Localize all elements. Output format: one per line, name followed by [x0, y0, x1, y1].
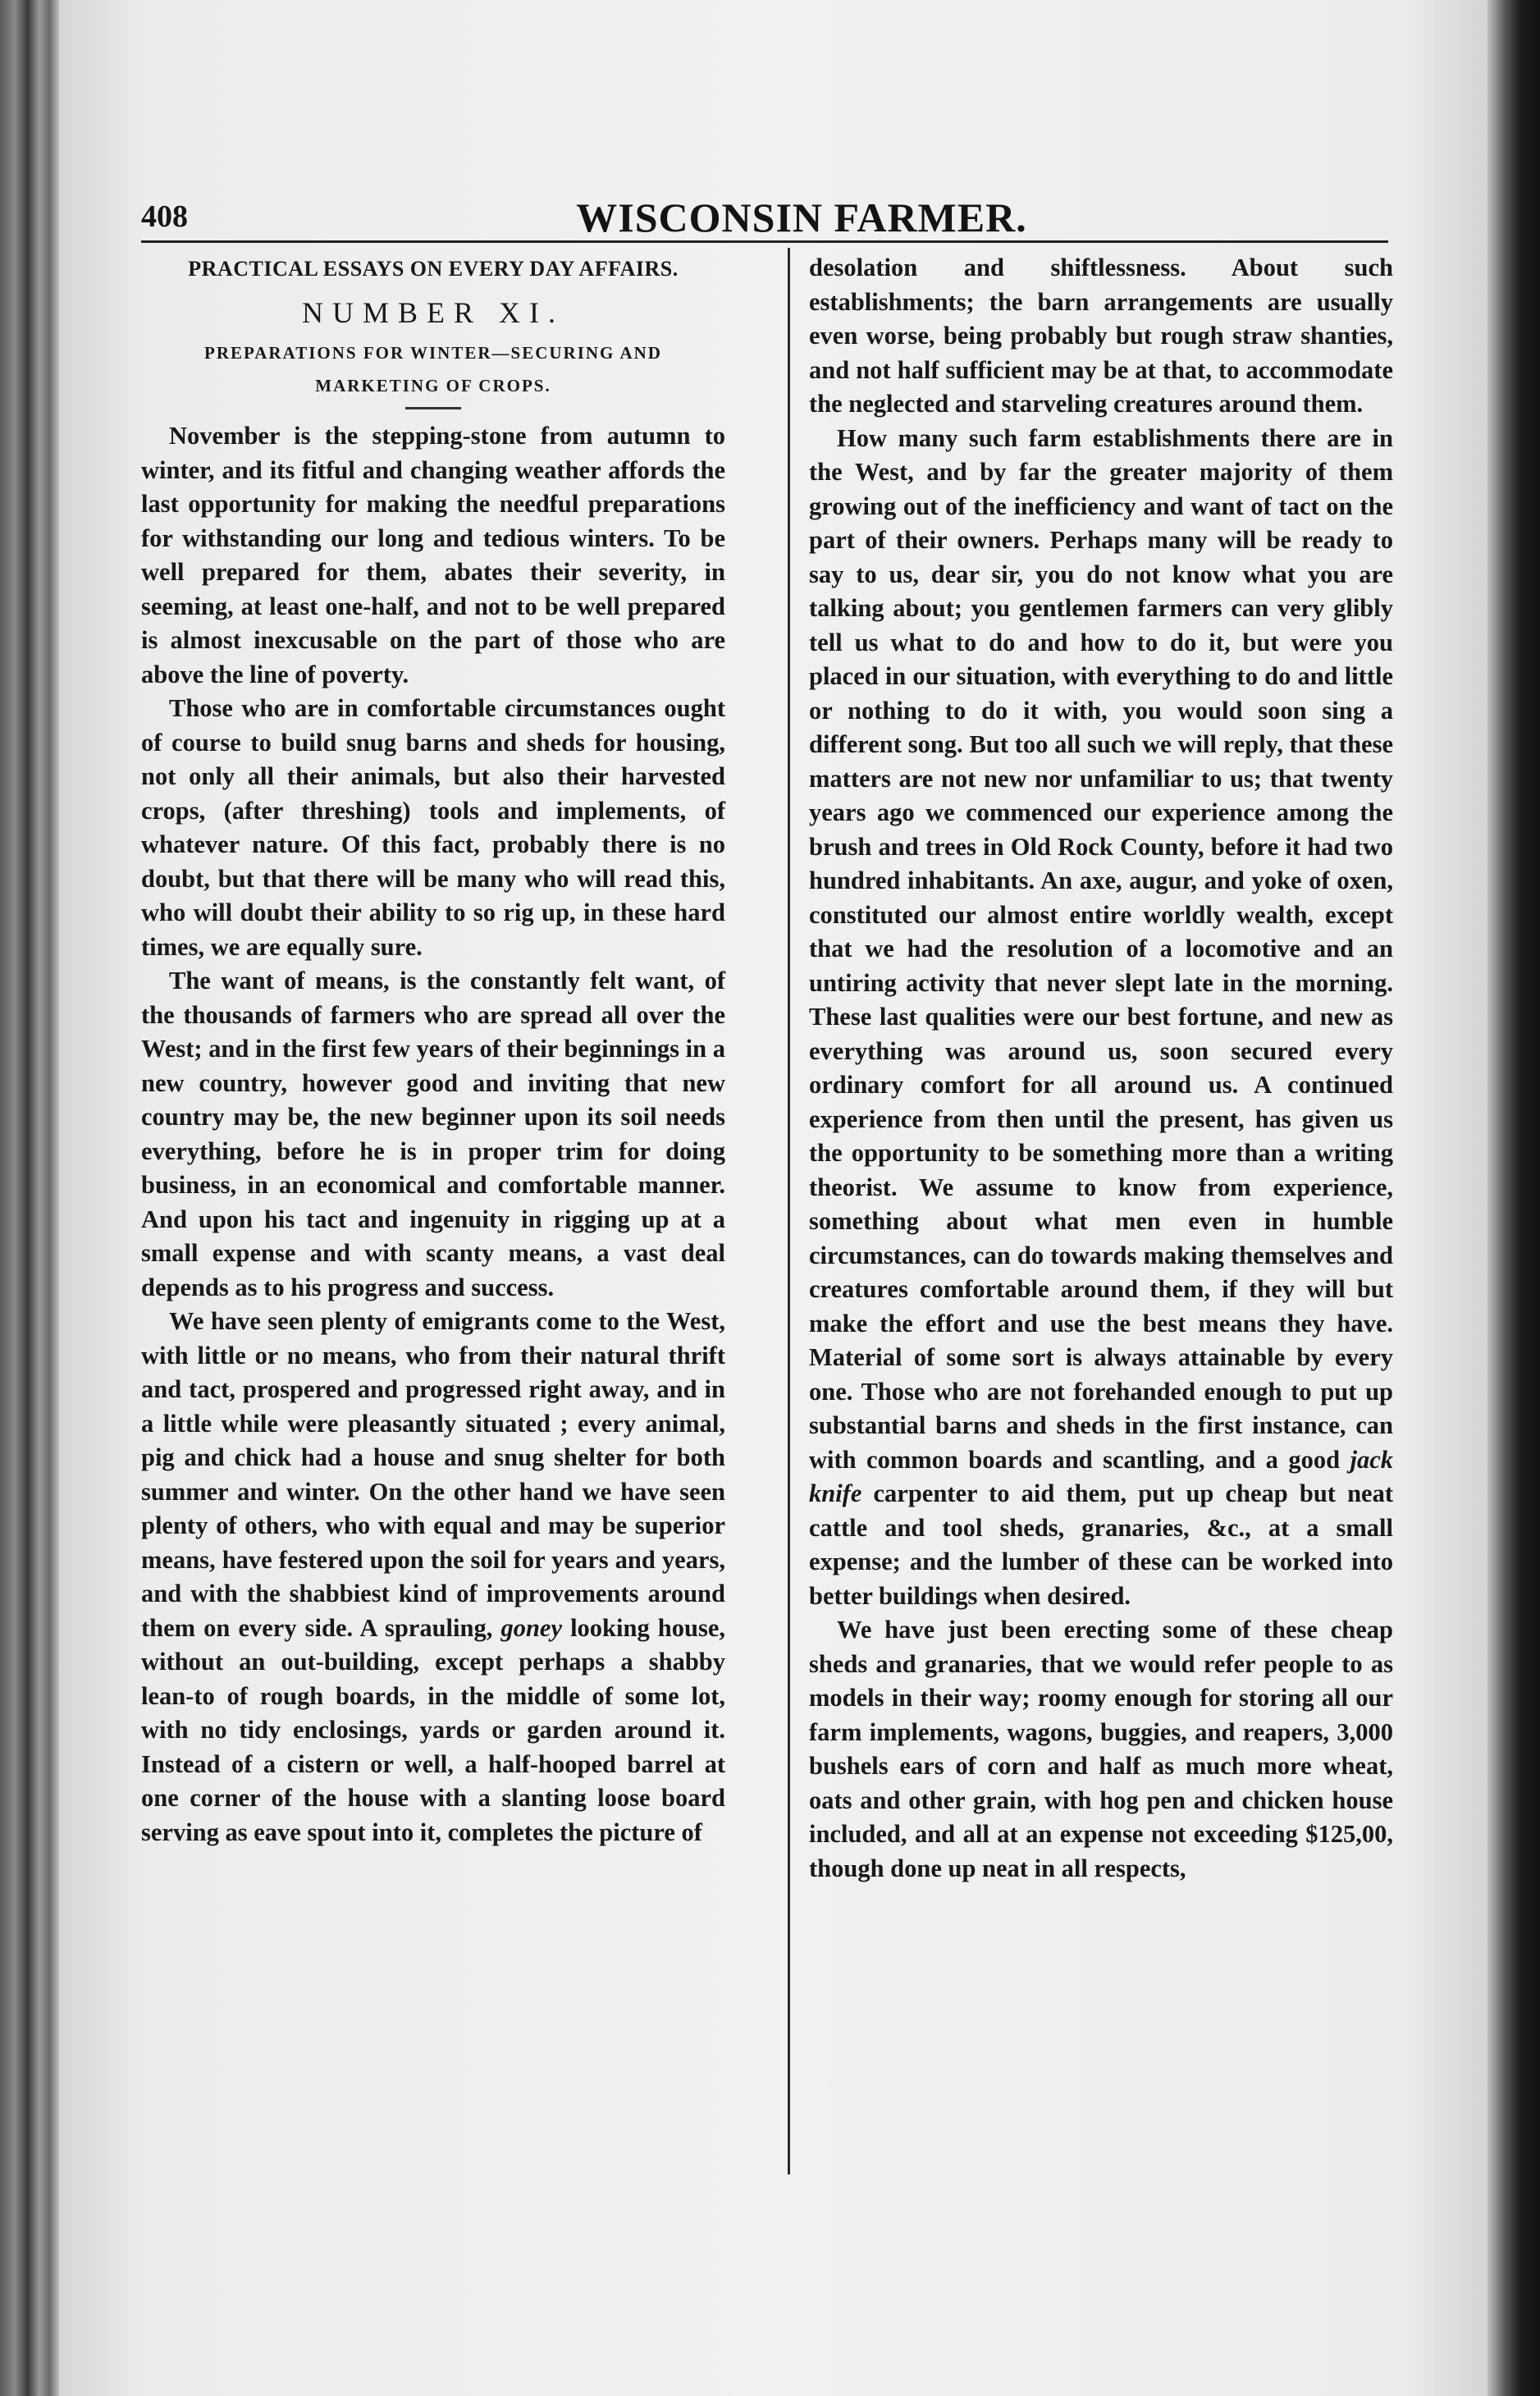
number-heading: NUMBER XI.: [301, 296, 564, 329]
paragraph-farm-text: How many such farm establishments there are in the West, and by far the greater majority of them growing out of the inefficiency and want of tact on the part of their owners. Perhaps many will be ready to say to us, dear sir, you do not know what you are talking about; you gentlemen farmers can very glibly tell us what to do and how to do it, but were you placed in our situation, with everything to do and little or nothing to do it with, you would soon sing a different song. But too all such we will reply, that these matters are not new nor unfamiliar to us; that twenty years ago we commenced our experience among the brush and trees in Old Rock County, before it had two hundred inhabitants. An axe, augur, and yoke of oxen, constituted our almost entire worldly wealth, except that we had the resolution of a locomotive and an untiring activity that never slept late in the morning. These last qualities were our best fortune, and new as everything was around us, soon secured every ordinary comfort for all around us. A continued experience from then until the present, has given us the opportunity to be something more than a writing theorist. We assume to know from experience, something about what men even in humble circumstances, can do towards making themselves and creatures comfortable around them, if they will but make the effort and use the best means they have. Material of some sort is always attainable by every one. Those who are not forehanded enough to put up substantial barns and sheds in the first instance, can with common boards and scantling, and a good: [809, 423, 1393, 1474]
paragraph-farm-text-end: carpenter to aid them, put up cheap but neat cattle and tool sheds, granaries, &c., at a small expense; and the lumber of these can be worked into better buildings when desired.: [809, 1479, 1393, 1610]
paragraph-comfortable: Those who are in comfortable circumstances ought of course to build snug barns and sheds for housing, not only all their animals, but also their harvested crops, (after threshing) tools and implements, of whatever nature. Of this fact, probably there is no doubt, but that there will be many who will read this, who will doubt their ability to so rig up, in these hard times, we are equally sure.: [141, 694, 725, 961]
paragraph-emigrants: [141, 1305, 725, 1850]
header-rule: [141, 240, 1388, 243]
paragraph-want-of-means: The want of means, is the constantly felt want, of the thousands of farmers who are spread all over the West; and in the first few years of their beginnings in a new country, however good and inviting that new country may be, the new beginner upon its soil needs everything, before he is in proper trim for doing business, in an economical and comfortable manner. And upon his tact and ingenuity in rigging up at a small expense and with scanty means, a vast deal depends as to his progress and success.: [141, 967, 725, 1301]
page-header: [141, 194, 1388, 240]
left-column: [141, 251, 725, 1850]
page-edge-shadow: [1487, 0, 1540, 2396]
column-divider: [788, 248, 790, 2174]
right-column: [809, 251, 1393, 1886]
page-number: 408: [141, 199, 188, 234]
series-title: PRACTICAL ESSAYS ON EVERY DAY AFFAIRS.: [188, 257, 679, 281]
paragraph-emigrants-text: We have seen plenty of emigrants come to the West, with little or no means, who from their natural thrift and tact, prospered and progressed right away, and in a little while were pleasantly situated ; every animal, pig and chick had a house and snug shelter for both summer and winter. On the other hand we have seen plenty of others, who with equal and may be superior means, have festered upon the soil for years and years, and with the shabbiest kind of improvements around them on every side. A sprauling,: [141, 1307, 725, 1642]
article-subheading: PREPARATIONS FOR WINTER—SECURING AND MARKETING OF CROPS.: [204, 343, 662, 396]
paragraph-emigrants-text-end: looking house, without an out-building, except perhaps a shabby lean-to of rough boards, in the middle of some lot, with no tidy enclosings, yards or garden around it. Instead of a cistern or well, a half-hooped barrel at one corner of the house with a slanting loose board serving as eave spout into it, completes the picture of: [141, 1613, 725, 1846]
paragraph-continued: desolation and shiftlessness. About such establishments; the barn arrangements are usually even worse, being probably but rough straw shanties, and not half sufficient may be at that, to accommodate the neglected and starveling creatures around them.: [809, 254, 1393, 418]
paragraph-november: November is the stepping-stone from autumn to winter, and its fitful and changing weather affords the last opportunity for making the needful preparations for withstanding our long and tedious winters. To be well prepared for them, abates their severity, in seeming, at least one-half, and not to be well prepared is almost inexcusable on the part of those who are above the line of poverty.: [141, 422, 725, 688]
book-spine-shadow: [0, 0, 59, 2396]
paragraph-farm-establishments: [809, 422, 1393, 1614]
italic-phrase-jack-knife: jack knife: [809, 1445, 1393, 1507]
running-title: WISCONSIN FARMER.: [576, 194, 1027, 240]
paragraph-cheap-sheds: We have just been erecting some of these cheap sheds and granaries, that we would refer people to as models in their way; roomy enough for storing all our farm implements, wagons, buggies, and reapers, 3,000 bushels ears of corn and half as much more wheat, oats and other grain, with hog pen and chicken house included, and all at an expense not exceeding $125,00, though done up neat in all respects,: [809, 1616, 1393, 1882]
section-rule: [405, 407, 461, 409]
italic-word-goney: goney: [500, 1613, 562, 1642]
